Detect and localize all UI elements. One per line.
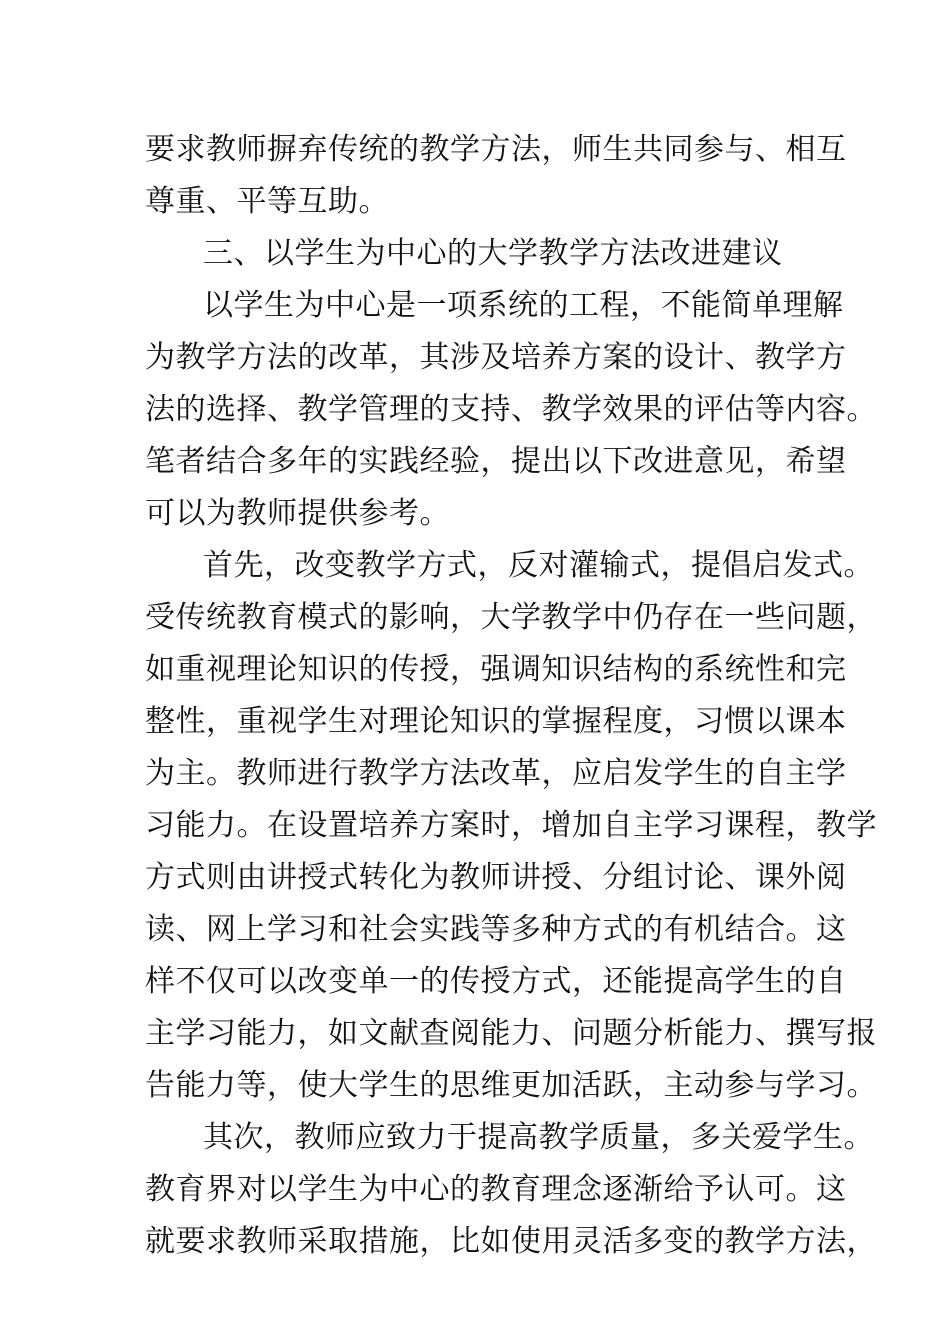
text-line: 就要求教师采取措施，比如使用灵活多变的教学方法， — [145, 1224, 877, 1259]
text-line: 方式则由讲授式转化为教师讲授、分组讨论、课外阅 — [145, 860, 847, 895]
text-line: 读、网上学习和社会实践等多种方式的有机结合。这 — [145, 912, 847, 947]
paragraph-first-line: 以学生为中心是一项系统的工程，不能简单理解 — [203, 288, 844, 323]
text-line: 为教学方法的改革，其涉及培养方案的设计、教学方 — [145, 340, 847, 375]
paragraph-first-line: 其次，教师应致力于提高教学质量，多关爱学生。 — [203, 1120, 874, 1155]
section-heading: 三、以学生为中心的大学教学方法改进建议 — [203, 236, 783, 271]
text-line: 要求教师摒弃传统的教学方法，师生共同参与、相互 — [145, 132, 847, 167]
text-line: 习能力。在设置培养方案时，增加自主学习课程，教学 — [145, 808, 877, 843]
text-line: 教育界对以学生为中心的教育理念逐渐给予认可。这 — [145, 1172, 847, 1207]
text-line: 为主。教师进行教学方法改革，应启发学生的自主学 — [145, 756, 847, 791]
text-line: 样不仅可以改变单一的传授方式，还能提高学生的自 — [145, 964, 847, 999]
text-line: 可以为教师提供参考。 — [145, 496, 450, 531]
text-line: 告能力等，使大学生的思维更加活跃，主动参与学习。 — [145, 1068, 877, 1103]
text-line: 法的选择、教学管理的支持、教学效果的评估等内容。 — [145, 392, 877, 427]
text-line: 尊重、平等互助。 — [145, 184, 389, 219]
text-line: 主学习能力，如文献查阅能力、问题分析能力、撰写报 — [145, 1016, 877, 1051]
paragraph-first-line: 首先，改变教学方式，反对灌输式，提倡启发式。 — [203, 548, 874, 583]
text-line: 受传统教育模式的影响，大学教学中仍存在一些问题， — [145, 600, 877, 635]
text-line: 整性，重视学生对理论知识的掌握程度，习惯以课本 — [145, 704, 847, 739]
text-line: 笔者结合多年的实践经验，提出以下改进意见，希望 — [145, 444, 847, 479]
text-line: 如重视理论知识的传授，强调知识结构的系统性和完 — [145, 652, 847, 687]
